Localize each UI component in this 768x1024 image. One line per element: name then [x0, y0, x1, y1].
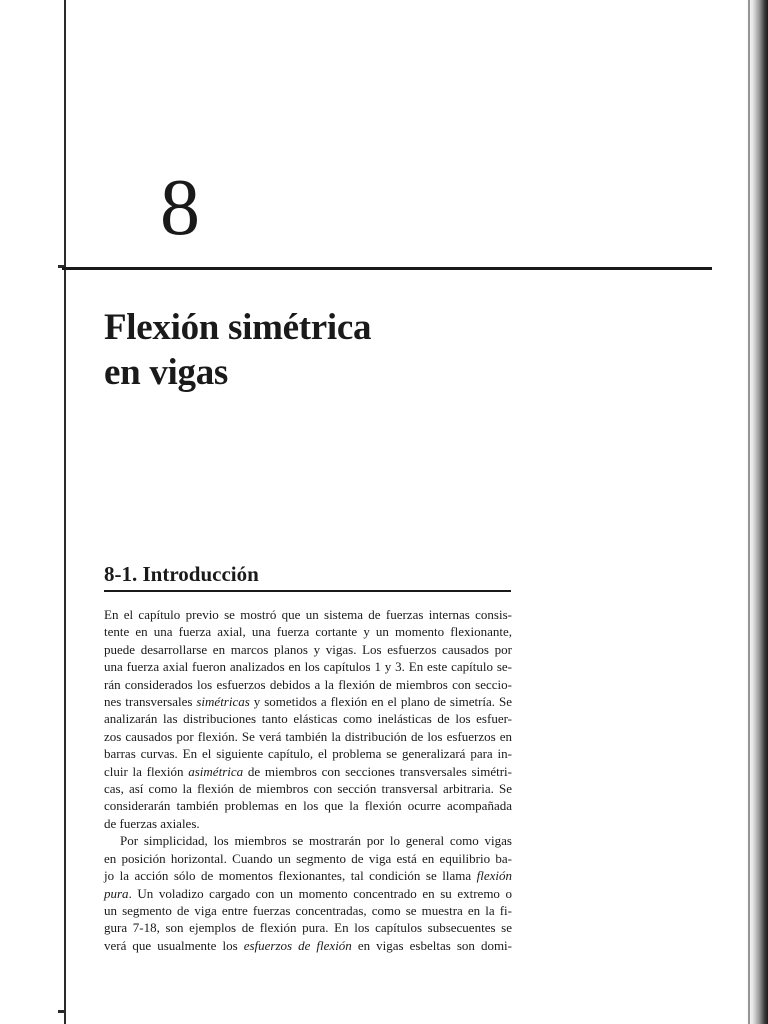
- emphasis-text: simétricas: [196, 694, 250, 710]
- text-line: [104, 919, 512, 936]
- text-segment: y sometidos a flexión en el plano de simetría. Se: [249, 694, 512, 710]
- text-line: [104, 885, 512, 902]
- text-segment: rán considerados los esfuerzos debidos a la flexión de miembros con seccio-: [104, 676, 512, 692]
- chapter-number: 8: [160, 164, 200, 252]
- text-line: [104, 867, 512, 884]
- text-line: [104, 641, 512, 658]
- text-segment: zos causados por flexión. Se verá también la distribución de los esfuerzos en: [104, 728, 512, 744]
- chapter-title-line: en vigas: [104, 352, 229, 393]
- text-segment: nes transversales: [104, 694, 197, 710]
- paragraph: [104, 606, 512, 832]
- text-line: [104, 745, 512, 762]
- section-divider: [104, 590, 511, 592]
- text-segment: . Un voladizo cargado con un momento concentrado en su extremo o: [128, 885, 512, 901]
- text-segment: en vigas esbeltas son domi-: [351, 937, 512, 953]
- text-line: [104, 780, 512, 797]
- emphasis-text: pura: [104, 885, 129, 901]
- text-segment: barras curvas. En el siguiente capítulo, el problema se generalizará para in-: [104, 746, 512, 762]
- text-segment: una fuerza axial fueron analizados en los capítulos 1 y 3. En este capítulo se-: [104, 659, 512, 675]
- emphasis-text: flexión: [476, 868, 512, 884]
- body-text: [104, 606, 512, 954]
- text-line: [104, 728, 512, 745]
- scan-margin-line: [64, 0, 66, 1024]
- text-segment: tente en una fuerza axial, una fuerza cortante y un momento flexionante,: [104, 624, 512, 640]
- scan-margin-tick: [58, 1010, 64, 1013]
- text-line: [104, 623, 512, 640]
- text-segment: de miembros con secciones transversales simétri-: [243, 763, 512, 779]
- text-line: [104, 902, 512, 919]
- text-line: [104, 606, 512, 623]
- text-line: [104, 937, 512, 954]
- text-line: [104, 676, 512, 693]
- text-line: [104, 815, 512, 832]
- text-segment: En el capítulo previo se mostró que un sistema de fuerzas internas consis-: [104, 607, 512, 622]
- chapter-divider: [62, 267, 712, 270]
- text-line: [104, 832, 512, 849]
- text-segment: de fuerzas axiales.: [104, 815, 200, 831]
- text-line: [104, 710, 512, 727]
- text-segment: un segmento de viga entre fuerzas concentradas, como se muestra en la fi-: [104, 902, 512, 918]
- text-segment: Por simplicidad, los miembros se mostrarán por lo general como vigas: [120, 833, 512, 849]
- text-segment: puede desarrollarse en marcos planos y vigas. Los esfuerzos causados por: [104, 641, 512, 657]
- text-segment: analizarán las distribuciones tanto elásticas como inelásticas de los esfuer-: [104, 711, 512, 727]
- text-line: [104, 797, 512, 814]
- text-segment: verá que usualmente los: [104, 937, 244, 953]
- text-segment: considerarán también problemas en los que la flexión ocurre acompañada: [104, 798, 512, 814]
- text-segment: jo la acción sólo de momentos flexionantes, tal condición se llama: [104, 868, 477, 884]
- text-line: [104, 658, 512, 675]
- paragraph: [104, 832, 512, 954]
- text-segment: en posición horizontal. Cuando un segmento de viga está en equilibrio ba-: [104, 850, 512, 866]
- text-line: [104, 850, 512, 867]
- emphasis-text: esfuerzos de flexión: [243, 937, 352, 953]
- text-segment: cas, así como la flexión de miembros con sección transversal arbitraria. Se: [104, 781, 512, 797]
- section-heading: 8-1. Introducción: [104, 562, 259, 586]
- text-line: [104, 763, 512, 780]
- chapter-title-line: Flexión simétrica: [104, 307, 372, 348]
- chapter-title: [104, 305, 371, 395]
- emphasis-text: asimétrica: [188, 763, 244, 779]
- text-segment: cluir la flexión: [104, 763, 189, 779]
- scan-page-edge-line: [748, 0, 750, 1024]
- text-segment: gura 7-18, son ejemplos de flexión pura. En los capítulos subsecuentes se: [104, 920, 512, 936]
- text-line: [104, 693, 512, 710]
